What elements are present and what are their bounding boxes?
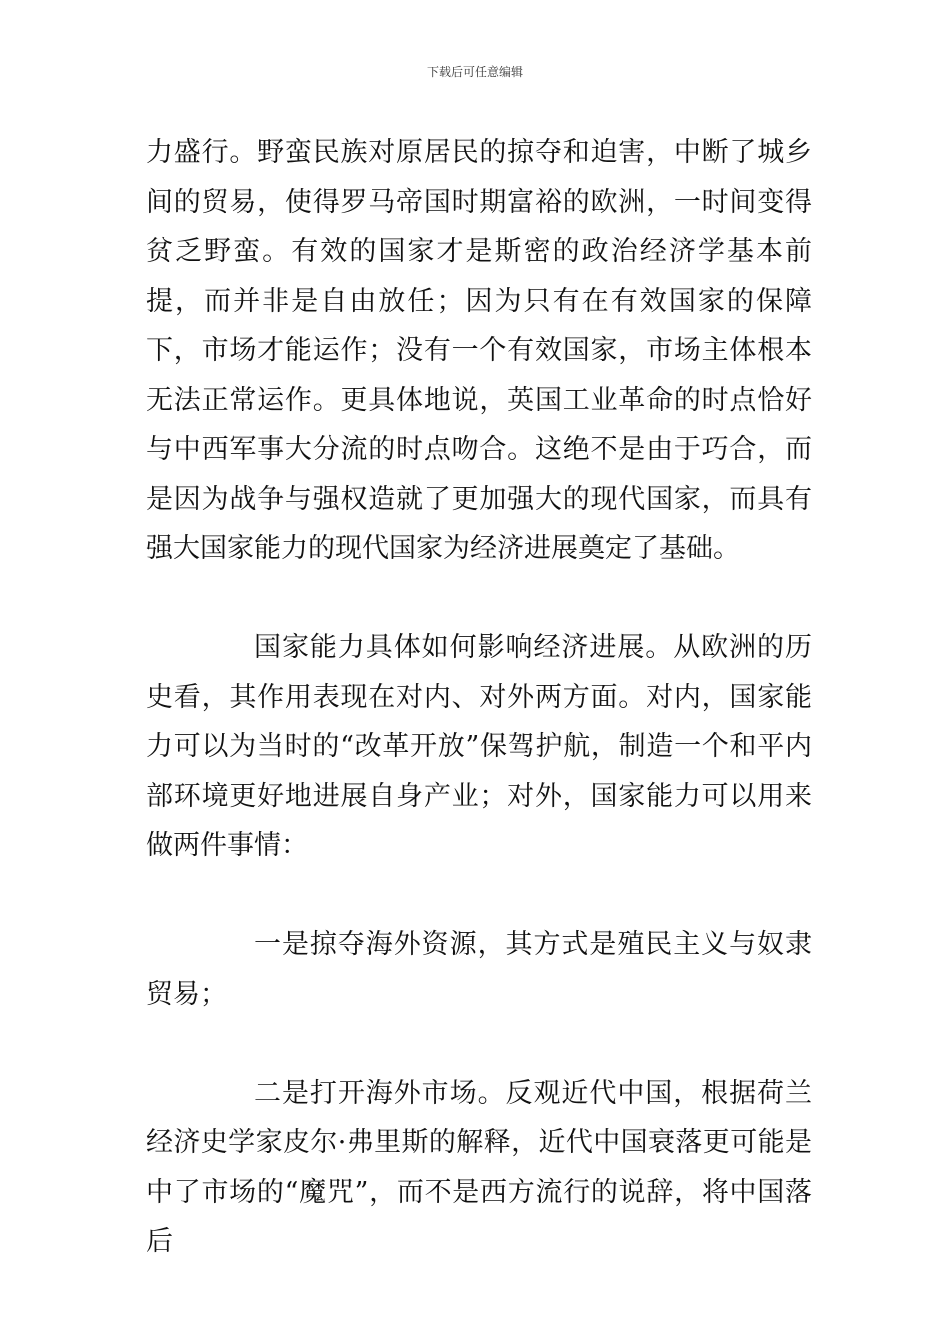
paragraph-spacer [146,574,812,624]
paragraph-spacer [146,1019,812,1069]
paragraph-1: 力盛行。野蛮民族对原居民的掠夺和迫害，中断了城乡间的贸易，使得罗马帝国时期富裕的欧洲，一时间变得贫乏野蛮。有效的国家才是斯密的政治经济学基本前提，而并非是自由放任；因为只有在有效国家的保障下，市场才能运作；没有一个有效国家，市场主体根本无法正常运作。更具体地说，英国工业革命的时点恰好与中西军事大分流的时点吻合。这绝不是由于巧合，而是因为战争与强权造就了更加强大的现代国家，而具有强大国家能力的现代国家为经济进展奠定了基础。 [146,137,812,564]
paragraph-3: 一是掠夺海外资源，其方式是殖民主义与奴隶贸易； [146,929,812,1010]
paragraph-spacer [146,871,812,921]
page-header-note: 下载后可任意编辑 [426,65,523,79]
paragraph-2: 国家能力具体如何影响经济进展。从欧洲的历史看，其作用表现在对内、对外两方面。对内，国家能力可以为当时的“改革开放”保驾护航，制造一个和平内部环境更好地进展自身产业；对外，国家能力可以用来做两件事情： [146,632,812,861]
paragraph-4: 二是打开海外市场。反观近代中国，根据荷兰经济史学家皮尔·弗里斯的解释，近代中国衰落更可能是中了市场的“魔咒”，而不是西方流行的说辞，将中国落后 [146,1077,812,1257]
document-body [146,128,812,1267]
